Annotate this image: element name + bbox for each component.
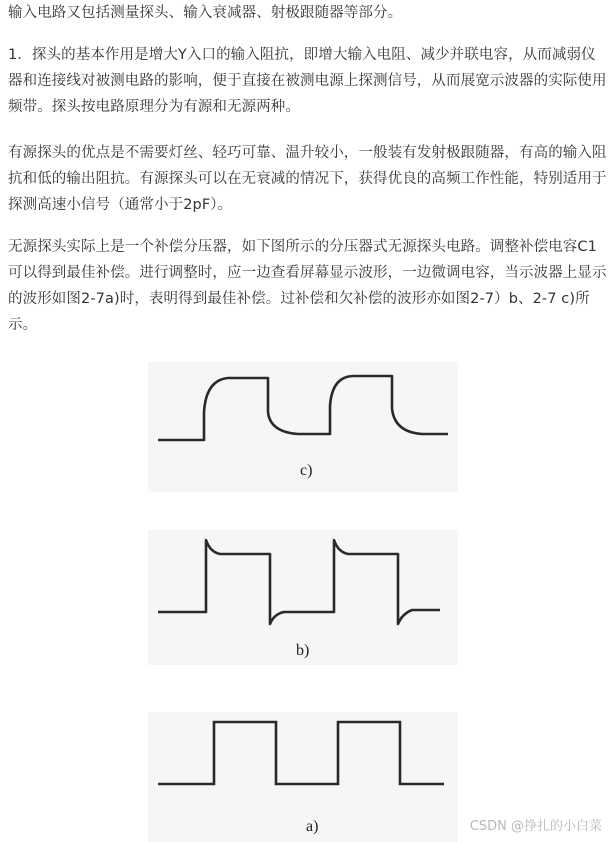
waveform-c-line <box>158 376 448 440</box>
figure-c-caption: c) <box>300 462 313 479</box>
figure-b-waveform <box>148 530 458 665</box>
waveform-a-svg <box>148 712 458 842</box>
figure-c-waveform <box>148 362 458 492</box>
paragraph-active-probe: 有源探头的优点是不需要灯丝、轻巧可靠、温升较小，一般装有发射极跟随器，有高的输入阻抗和低的输出阻抗。有源探头可以在无衰减的情况下，获得优良的高频工作性能，特别适用于探测高速小信号（通常小于2pF）。 <box>8 145 607 213</box>
waveform-a-line <box>158 722 444 784</box>
figure-a-caption: a) <box>306 818 319 835</box>
paragraph-intro: 输入电路又包括测量探头、输入衰减器、射极跟随器等部分。 <box>8 5 403 21</box>
figure-a-waveform <box>148 712 458 842</box>
csdn-watermark: CSDN @挣扎的小白菜 <box>469 819 602 834</box>
paragraph-passive-probe: 无源探头实际上是一个补偿分压器，如下图所示的分压器式无源探头电路。调整补偿电容C1可以得到最佳补偿。进行调整时，应一边查看屏幕显示波形，一边微调电容，当示波器上显示的波形如图2-7a)时，表明得到最佳补偿。过补偿和欠补偿的波形亦如图2-7）b、2-7 c)所示。 <box>8 239 607 333</box>
waveform-b-line <box>158 540 440 624</box>
figure-b-caption: b) <box>296 642 310 659</box>
paragraph-probe: 1．探头的基本作用是增大Y入口的输入阻抗，即增大输入电阻、减少并联电容，从而减弱仪器和连接线对被测电路的影响，便于直接在被测电源上探测信号，从而展宽示波器的实际使用频带。探头按电路原理分为有源和无源两种。 <box>8 47 607 115</box>
